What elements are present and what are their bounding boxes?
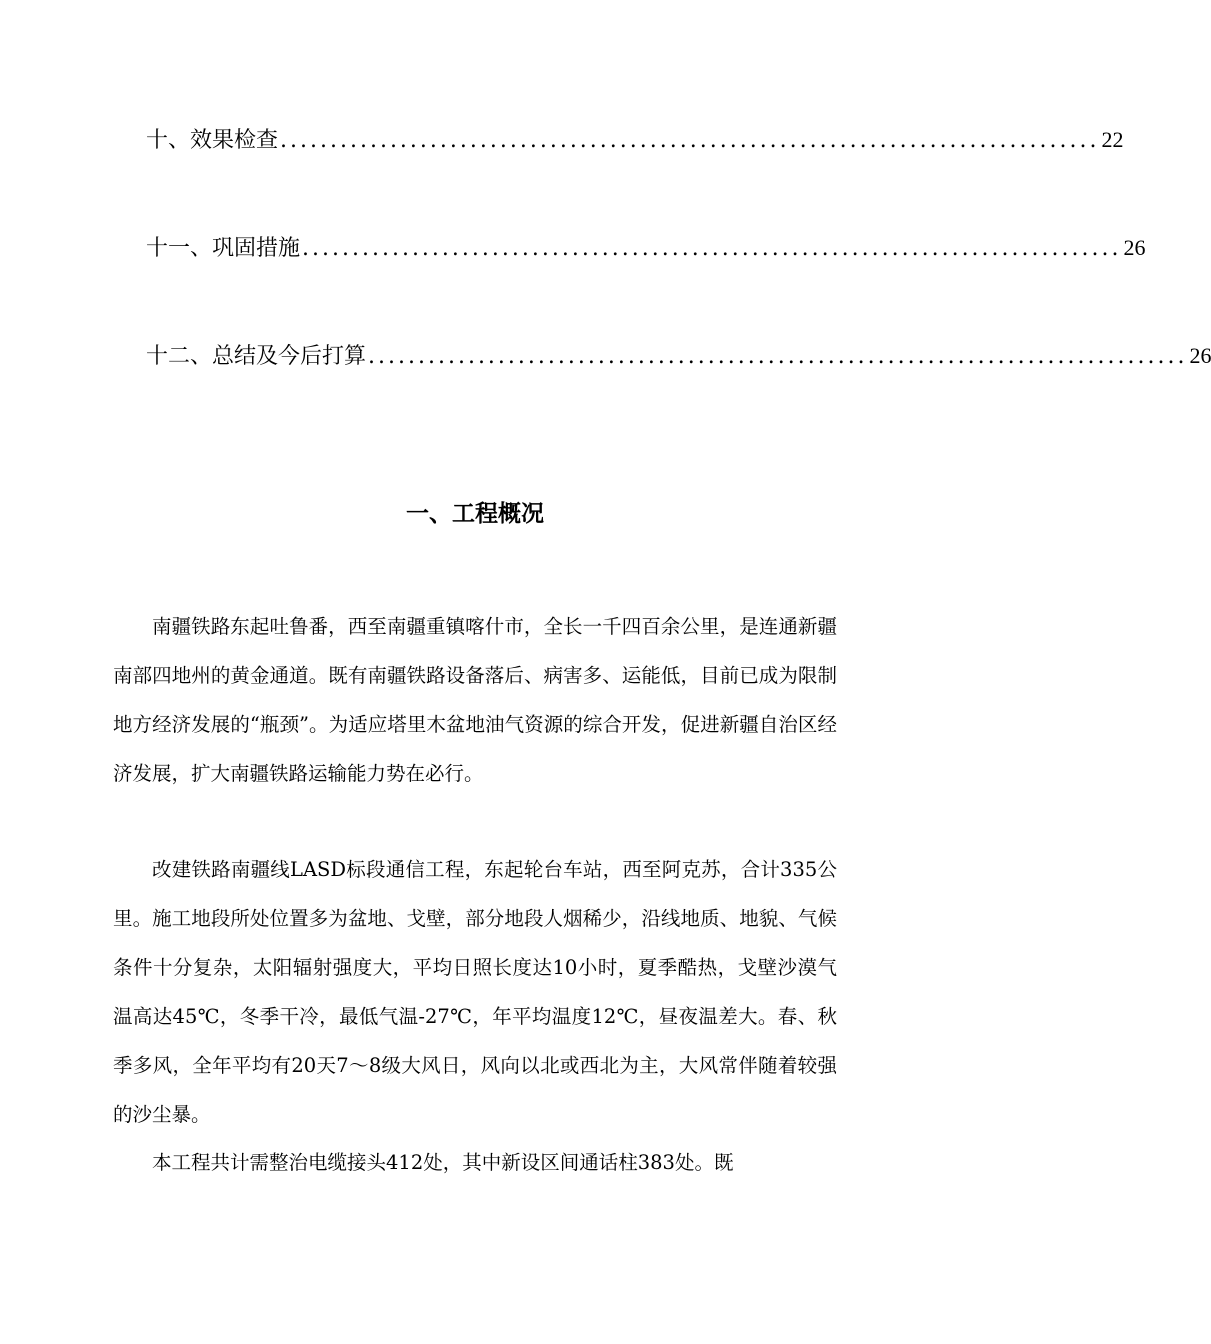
toc-entry-title: 十、效果检查: [146, 128, 279, 153]
body-paragraph: 南疆铁路东起吐鲁番，西至南疆重镇喀什市，全长一千四百余公里，是连通新疆南部四地州的黄金通道。既有南疆铁路设备落后、病害多、运能低，目前已成为限制地方经济发展的“瓶颈”。为适应塔里木盆地油气资源的综合开发，促进新疆自治区经济发展，扩大南疆铁路运输能力势在必行。: [113, 615, 837, 785]
section-heading: 一、工程概况: [406, 500, 544, 527]
toc-entry-title: 十二、总结及今后打算: [146, 344, 367, 369]
toc-entry-title: 十一、巩固措施: [146, 236, 301, 261]
toc-leader-dots: ..................................................................................: [302, 236, 1122, 261]
toc-entry-page: 26: [1189, 343, 1211, 368]
toc-leader-dots: ..................................................................................: [368, 344, 1188, 369]
toc-entry-page: 26: [1123, 235, 1146, 260]
toc-entry[interactable]: [146, 341, 1211, 372]
toc-entry-page: 22: [1101, 127, 1124, 152]
toc-leader-dots: ..................................................................................: [280, 128, 1100, 153]
body-paragraph: 改建铁路南疆线LASD标段通信工程，东起轮台车站，西至阿克苏，合计335公里。施工地段所处位置多为盆地、戈壁，部分地段人烟稀少，沿线地质、地貌、气候条件十分复杂，太阳辐射强度大，平均日照长度达10小时，夏季酷热，戈壁沙漠气温高达45℃，冬季干冷，最低气温-27℃，年平均温度12℃，昼夜温差大。春、秋季多风，全年平均有20天7～8级大风日，风向以北或西北为主，大风常伴随着较强的沙尘暴。: [113, 858, 837, 1126]
toc-entry[interactable]: [146, 233, 1146, 264]
toc-entry[interactable]: [146, 125, 1124, 156]
body-paragraph: 本工程共计需整治电缆接头412处，其中新设区间通话柱383处。既: [152, 1151, 734, 1174]
